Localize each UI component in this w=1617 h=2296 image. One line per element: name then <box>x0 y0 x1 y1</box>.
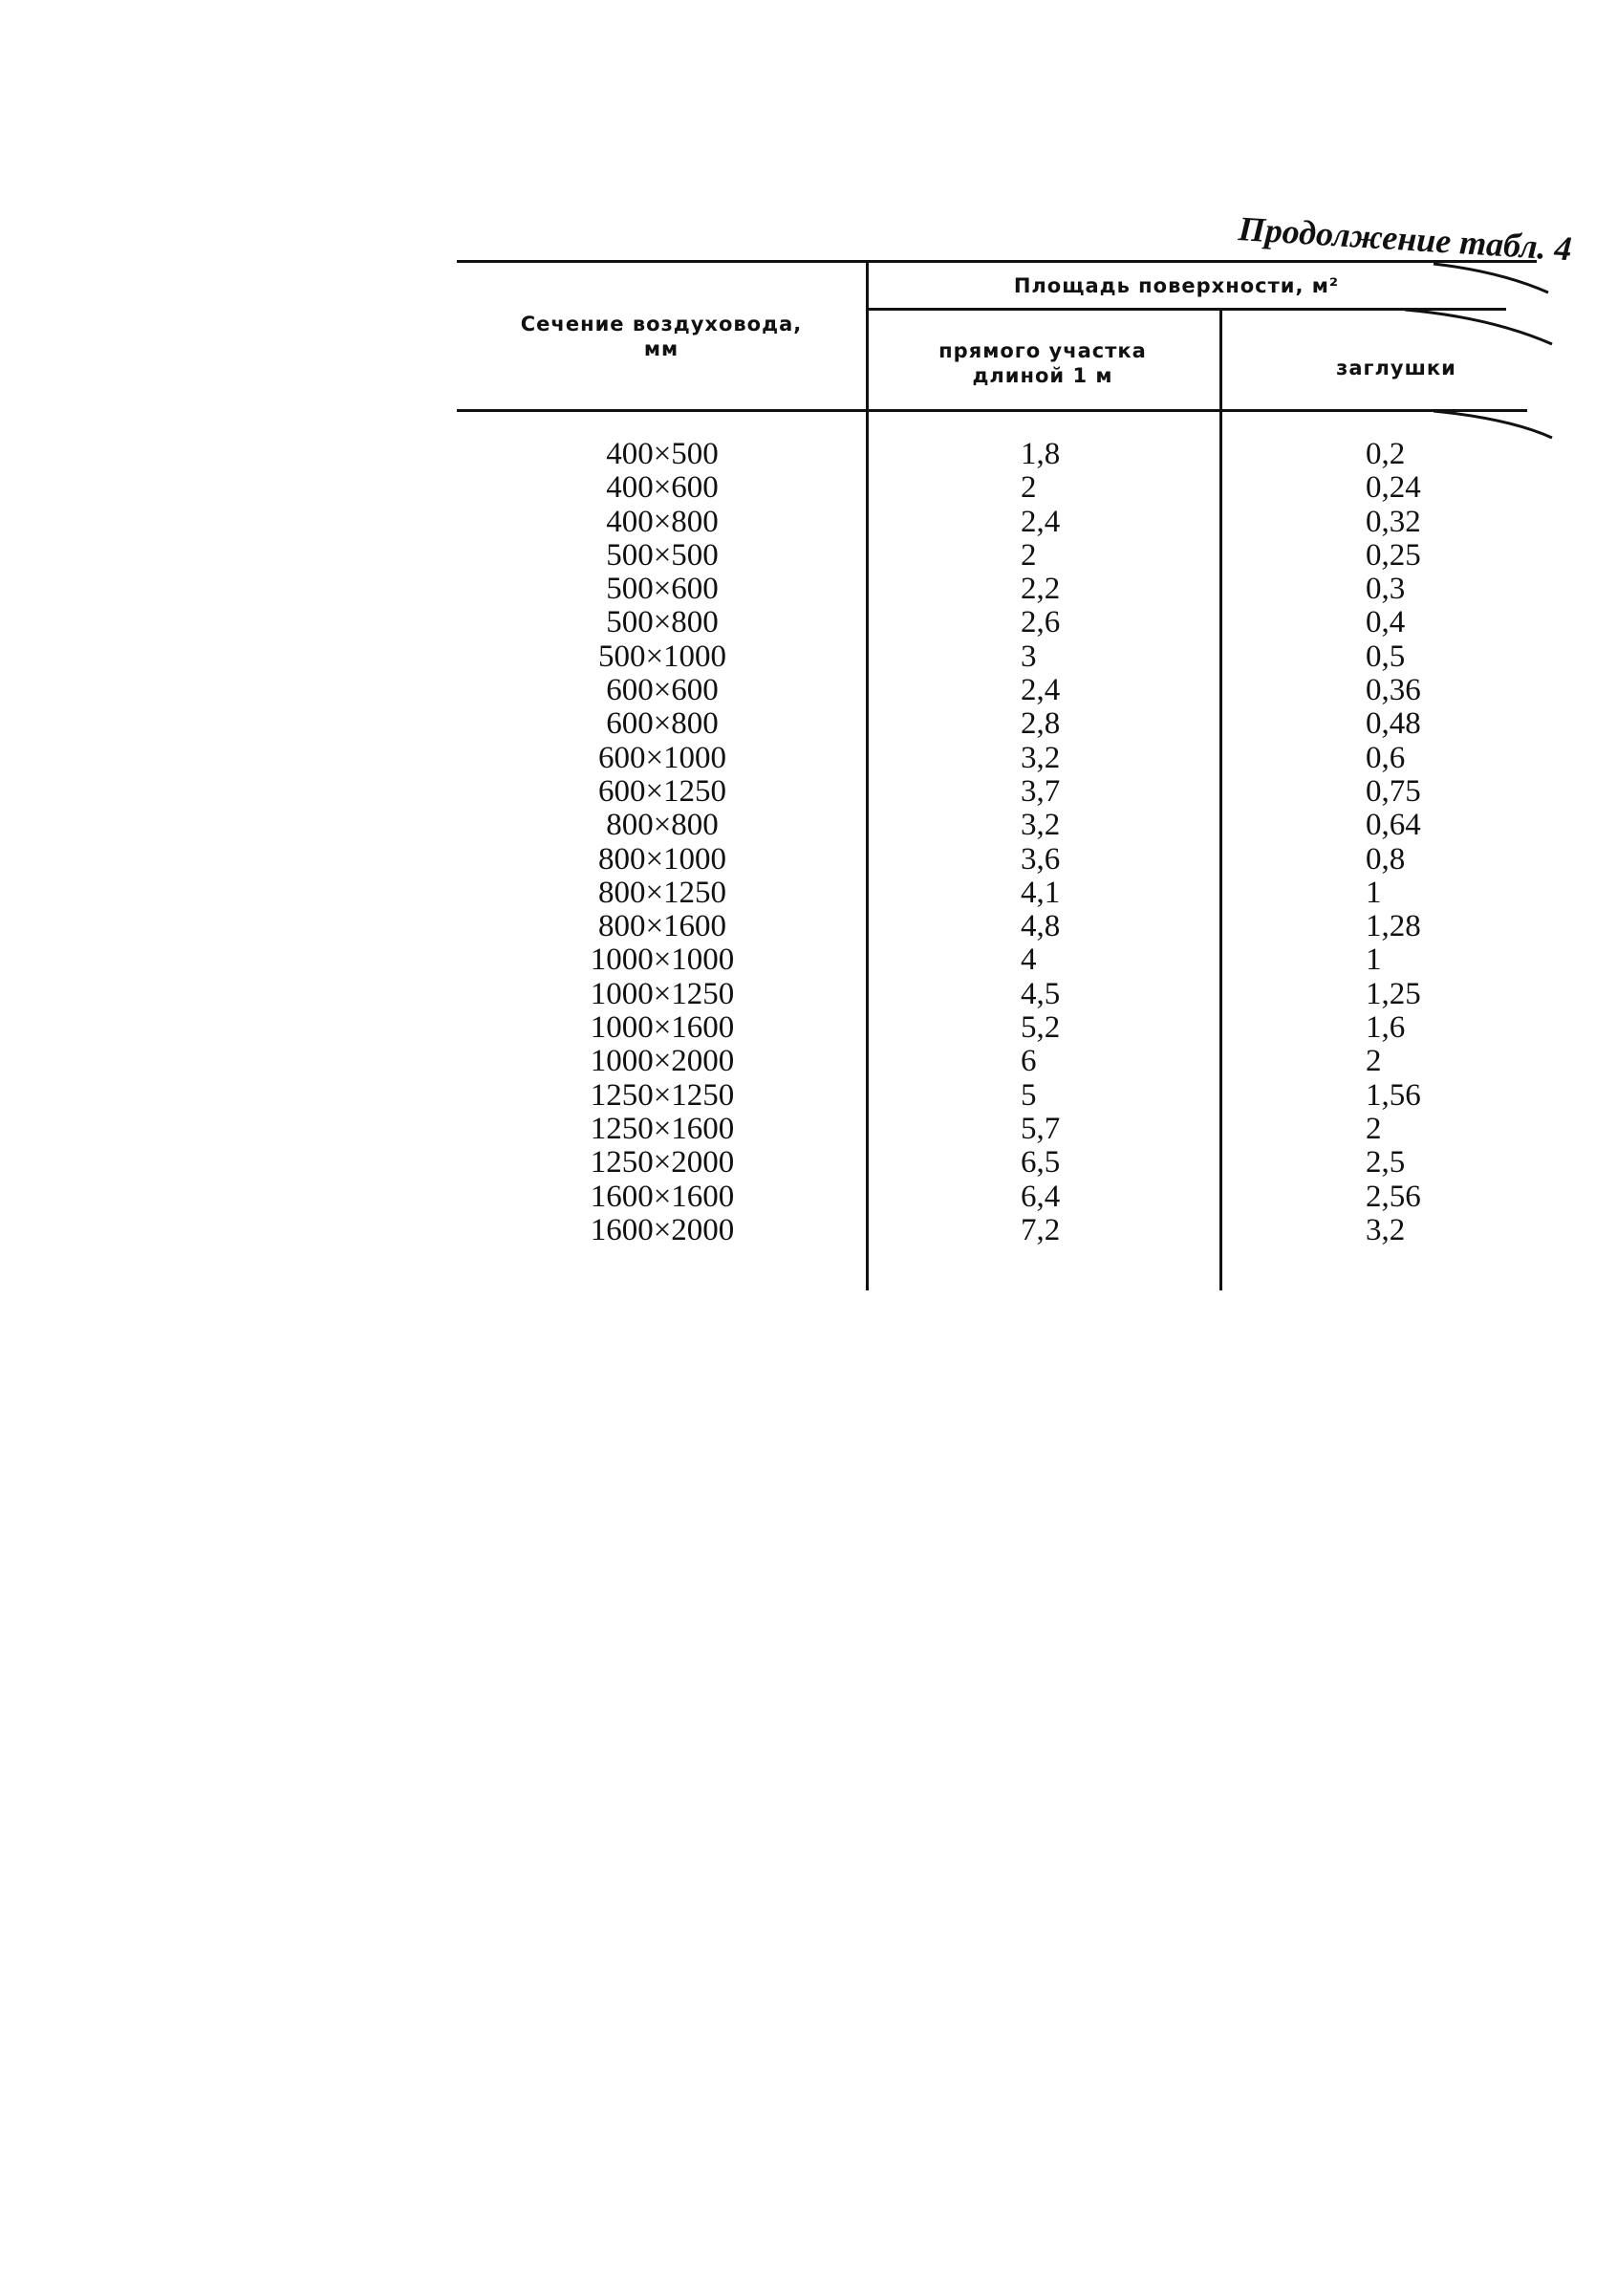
plug-area-cell: 0,25 <box>1366 537 1421 573</box>
straight-area-cell: 2 <box>1021 537 1037 573</box>
plug-area-cell: 2,56 <box>1366 1179 1421 1214</box>
duct-section-cell: 800×1250 <box>597 875 727 910</box>
area-group-header: Площадь поверхности, м² <box>1013 274 1340 297</box>
straight-section-header-text: прямого участка длиной 1 м <box>938 339 1147 387</box>
plug-area-cell: 2,5 <box>1366 1145 1406 1180</box>
table-row <box>457 1079 1546 1113</box>
table-row <box>457 573 1546 606</box>
table-row <box>457 809 1546 842</box>
section-column-header <box>457 312 866 361</box>
table-row <box>457 539 1546 573</box>
table-row <box>457 1011 1546 1045</box>
table-row <box>457 640 1546 674</box>
table-row <box>457 877 1546 910</box>
straight-area-cell: 2 <box>1021 470 1037 506</box>
table-row <box>457 978 1546 1011</box>
area-group-rule <box>866 308 1506 311</box>
table-row <box>457 910 1546 943</box>
table-row <box>457 1113 1546 1146</box>
table-row <box>457 606 1546 639</box>
straight-area-cell: 5 <box>1021 1077 1037 1113</box>
straight-area-cell: 3,6 <box>1021 841 1061 877</box>
duct-section-cell: 400×800 <box>606 504 719 539</box>
header-bottom-rule <box>457 409 1527 412</box>
plug-area-cell: 1 <box>1366 875 1382 910</box>
table-row <box>457 1146 1546 1180</box>
table-row <box>457 471 1546 505</box>
straight-area-cell: 6,5 <box>1021 1145 1061 1180</box>
duct-section-cell: 600×1250 <box>597 773 727 809</box>
straight-area-cell: 5,7 <box>1021 1111 1061 1146</box>
table-row <box>457 943 1546 977</box>
straight-area-cell: 4,1 <box>1021 875 1061 910</box>
duct-section-cell: 500×600 <box>606 572 719 607</box>
straight-area-cell: 6 <box>1021 1044 1037 1079</box>
table-row <box>457 506 1546 539</box>
straight-area-cell: 7,2 <box>1021 1212 1061 1247</box>
table-row <box>457 674 1546 707</box>
table-row <box>457 438 1546 471</box>
plug-area-cell: 0,8 <box>1366 841 1406 877</box>
table-body <box>457 438 1546 1247</box>
duct-section-cell: 1000×1600 <box>590 1010 735 1046</box>
straight-area-cell: 2,4 <box>1021 673 1061 708</box>
plug-area-cell: 0,64 <box>1366 808 1421 843</box>
section-column-header-text: Сечение воздуховода, мм <box>520 313 803 360</box>
straight-area-cell: 2,4 <box>1021 504 1061 539</box>
table-row <box>457 843 1546 877</box>
duct-section-cell: 1000×1250 <box>590 976 735 1011</box>
straight-area-cell: 4,8 <box>1021 909 1061 944</box>
straight-area-cell: 5,2 <box>1021 1010 1061 1046</box>
table-row <box>457 775 1546 809</box>
straight-section-header <box>866 338 1219 388</box>
duct-section-cell: 1000×1000 <box>590 942 735 978</box>
straight-area-cell: 3,2 <box>1021 740 1061 775</box>
duct-section-cell: 800×1000 <box>597 841 727 877</box>
straight-area-cell: 3 <box>1021 639 1037 674</box>
plug-area-cell: 2 <box>1366 1111 1382 1146</box>
duct-section-cell: 400×600 <box>606 470 719 506</box>
straight-area-cell: 6,4 <box>1021 1179 1061 1214</box>
duct-section-cell: 1600×1600 <box>590 1179 735 1214</box>
plug-header: заглушки <box>1336 357 1456 379</box>
plug-area-cell: 0,6 <box>1366 740 1406 775</box>
duct-section-cell: 800×1600 <box>597 909 727 944</box>
table-row <box>457 1180 1546 1214</box>
plug-area-cell: 3,2 <box>1366 1212 1406 1247</box>
duct-section-cell: 1250×1600 <box>590 1111 735 1146</box>
duct-section-cell: 500×1000 <box>597 639 727 674</box>
plug-area-cell: 0,48 <box>1366 706 1421 742</box>
duct-section-cell: 400×500 <box>606 437 719 471</box>
table-row <box>457 742 1546 775</box>
straight-area-cell: 4,5 <box>1021 976 1061 1011</box>
duct-section-cell: 600×1000 <box>597 740 727 775</box>
table-continuation-note: Продолжение табл. 4 <box>1237 209 1573 269</box>
plug-area-cell: 0,36 <box>1366 673 1421 708</box>
table-row <box>457 1214 1546 1247</box>
duct-section-cell: 1250×1250 <box>590 1077 735 1113</box>
duct-section-cell: 800×800 <box>606 808 719 843</box>
plug-area-cell: 0,75 <box>1366 773 1421 809</box>
duct-section-cell: 1600×2000 <box>590 1212 735 1247</box>
straight-area-cell: 4 <box>1021 942 1037 978</box>
plug-area-cell: 0,32 <box>1366 504 1421 539</box>
plug-area-cell: 2 <box>1366 1044 1382 1079</box>
plug-area-cell: 1,56 <box>1366 1077 1421 1113</box>
plug-area-cell: 1 <box>1366 942 1382 978</box>
duct-section-cell: 500×800 <box>606 605 719 640</box>
table-top-rule <box>457 260 1537 263</box>
straight-area-cell: 3,2 <box>1021 808 1061 843</box>
table-row <box>457 1045 1546 1078</box>
plug-area-cell: 0,5 <box>1366 639 1406 674</box>
plug-area-cell: 0,24 <box>1366 470 1421 506</box>
plug-area-cell: 1,25 <box>1366 976 1421 1011</box>
duct-section-cell: 500×500 <box>606 537 719 573</box>
straight-area-cell: 2,8 <box>1021 706 1061 742</box>
duct-section-cell: 600×600 <box>606 673 719 708</box>
duct-section-cell: 1000×2000 <box>590 1044 735 1079</box>
straight-area-cell: 2,2 <box>1021 572 1061 607</box>
duct-section-cell: 600×800 <box>606 706 719 742</box>
plug-area-cell: 1,6 <box>1366 1010 1406 1046</box>
plug-area-cell: 0,3 <box>1366 572 1406 607</box>
plug-area-cell: 1,28 <box>1366 909 1421 944</box>
straight-area-cell: 2,6 <box>1021 605 1061 640</box>
plug-area-cell: 0,2 <box>1366 437 1406 471</box>
straight-area-cell: 3,7 <box>1021 773 1061 809</box>
duct-section-cell: 1250×2000 <box>590 1145 735 1180</box>
table-row <box>457 707 1546 741</box>
plug-area-cell: 0,4 <box>1366 605 1406 640</box>
straight-area-cell: 1,8 <box>1021 437 1061 471</box>
